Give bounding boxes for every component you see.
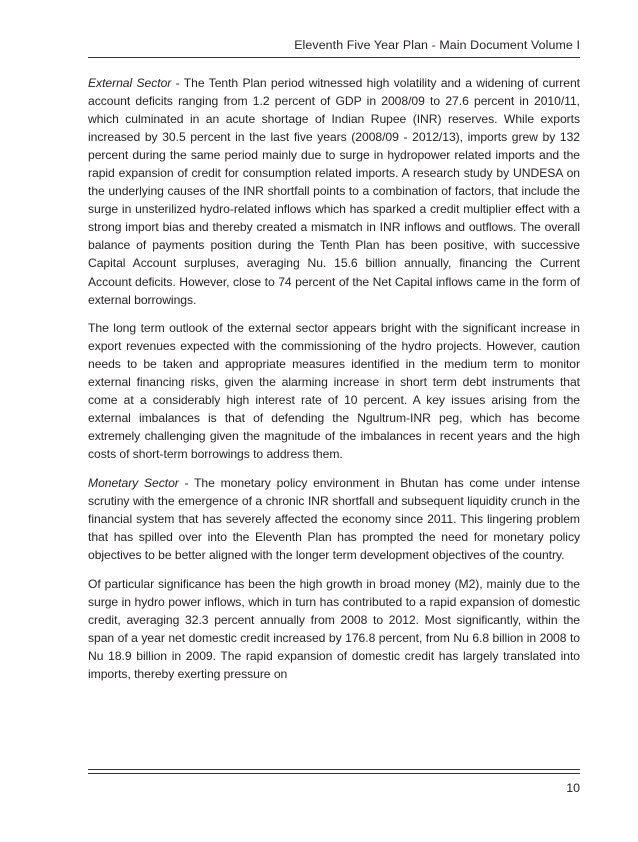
- running-header: Eleventh Five Year Plan - Main Document Volume I: [294, 38, 580, 52]
- footer-rule: [88, 769, 580, 770]
- paragraph-external-outlook: [88, 319, 580, 463]
- footer-rule: [88, 773, 580, 774]
- paragraph-text: - The Tenth Plan period witnessed high volatility and a widening of current account deficits ranging from 1.2 percent of GDP in 2008/09 to 27.6 percent in 2010/11, which culminated in an acute shortage of Indian Rupee (INR) reserves. While exports increased by 30.5 percent in the last five years (2008/09 - 2012/13), imports grew by 132 percent during the same period mainly due to surge in hydropower related imports and the rapid expansion of credit for consumption related imports. A research study by UNDESA on the underlying causes of the INR shortfall points to a combination of factors, that include the surge in unsterilized hydro-related inflows which has sparked a credit multiplier effect with a strong import bias and thereby created a mismatch in INR inflows and outflows. The overall balance of payments position during the Tenth Plan has been positive, with successive Capital Account surpluses, averaging Nu. 15.6 billion annually, financing the Current Account deficits. However, close to 74 percent of the Net Capital inflows came in the form of external borrowings.: [88, 76, 580, 307]
- paragraph-text: The long term outlook of the external sector appears bright with the significant increase in export revenues expected with the commissioning of the hydro projects. However, caution needs to be taken and appropriate measures identified in the medium term to monitor external financing risks, given the alarming increase in short term debt instruments that come at a considerably high interest rate of 10 percent. A key issues arising from the external imbalances is that of defending the Ngultrum-INR peg, which has become extremely challenging given the magnitude of the imbalances in recent years and the high costs of short-term borrowings to address them.: [88, 321, 580, 462]
- page-number: 10: [566, 781, 580, 795]
- section-lead-monetary-sector: Monetary Sector: [88, 475, 179, 490]
- paragraph-external-sector: [88, 74, 580, 309]
- paragraph-monetary-sector: [88, 474, 580, 564]
- header-rule: [88, 57, 580, 58]
- paragraph-text: Of particular significance has been the high growth in broad money (M2), mainly due to the surge in hydro power inflows, which in turn has contributed to a rapid expansion of domestic credit, averaging 32.3 percent annually from 2008 to 2012. Most significantly, within the span of a year net domestic credit increased by 176.8 percent, from Nu 6.8 billion in 2008 to Nu 18.9 billion in 2009. The rapid expansion of domestic credit has largely translated into imports, thereby exerting pressure on: [88, 576, 580, 681]
- paragraph-text: - The monetary policy environment in Bhutan has come under intense scrutiny with the emergence of a chronic INR shortfall and subsequent liquidity crunch in the financial system that has severely affected the economy since 2011. This lingering problem that has spilled over into the Eleventh Plan has prompted the need for monetary policy objectives to be better aligned with the longer term development objectives of the country.: [88, 475, 580, 563]
- document-body: [88, 74, 580, 694]
- paragraph-broad-money: [88, 575, 580, 683]
- section-lead-external-sector: External Sector: [88, 76, 172, 90]
